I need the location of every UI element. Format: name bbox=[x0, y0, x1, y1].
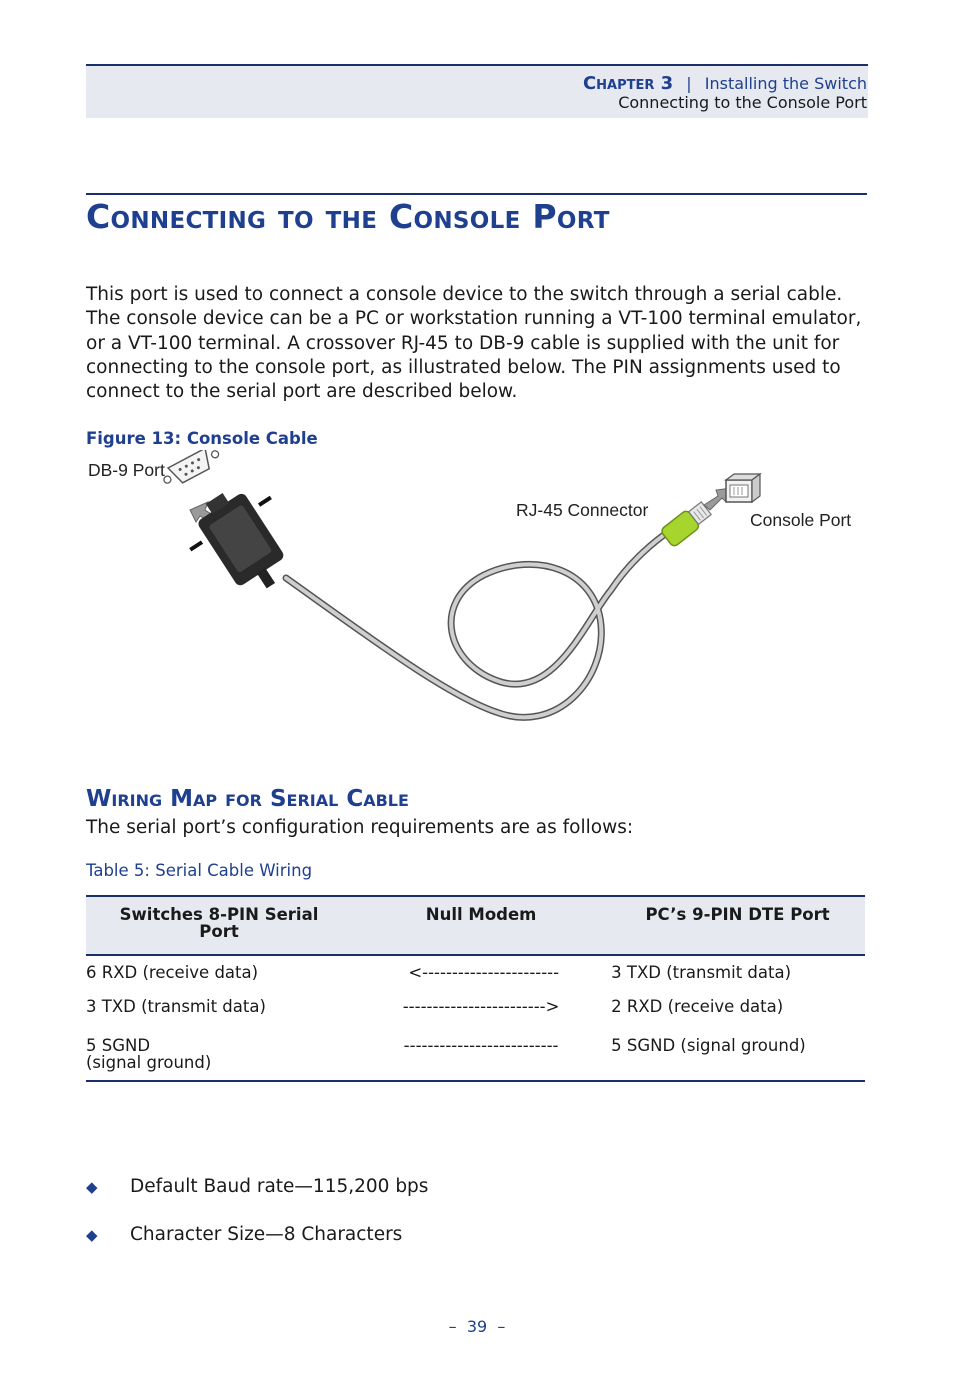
table-header-row bbox=[86, 896, 865, 955]
cell-switch: 5 SGND (signal ground) bbox=[86, 1036, 212, 1072]
header-switch: Switches 8-PIN Serial Port bbox=[86, 896, 352, 955]
cell-switch: 3 TXD (transmit data) bbox=[86, 997, 266, 1016]
intro-paragraph: This port is used to connect a console device to the switch through a serial cable. The console device can be a PC or workstation running a VT-100 terminal emulator, or a VT-100 terminal. A crossover RJ-45 to DB-9 cable is supplied with the unit for connecting to the console port, as illustrated below. The PIN assignments used to connect to the serial port are described below. bbox=[86, 284, 862, 403]
running-header-section: Connecting to the Console Port bbox=[618, 93, 867, 112]
header-null-modem: Null Modem bbox=[352, 896, 610, 955]
figure-caption: Figure 13: Console Cable bbox=[86, 429, 318, 448]
table-row bbox=[86, 1032, 865, 1081]
cell-pc: 5 SGND (signal ground) bbox=[611, 1036, 806, 1055]
title-rule bbox=[86, 193, 867, 195]
section-text: The serial port’s configuration requirements are as follows: bbox=[86, 817, 634, 838]
db9-port-icon bbox=[160, 450, 223, 490]
cell-switch: 6 RXD (receive data) bbox=[86, 963, 259, 982]
table-row bbox=[86, 955, 865, 994]
db9-connector bbox=[174, 472, 311, 612]
cell-pc: 3 TXD (transmit data) bbox=[611, 963, 792, 982]
diamond-bullet-icon: ◆ bbox=[86, 1178, 98, 1196]
console-cable-illustration bbox=[86, 450, 868, 740]
serial-wiring-table bbox=[86, 895, 865, 1082]
label-rj45-connector: RJ-45 Connector bbox=[516, 500, 649, 520]
console-port-icon bbox=[726, 474, 760, 502]
console-cable-figure bbox=[86, 450, 868, 740]
header-separator: | bbox=[686, 74, 692, 93]
cell-pc: 2 RXD (receive data) bbox=[611, 997, 784, 1016]
section-title: Wiring Map for Serial Cable bbox=[86, 786, 409, 812]
running-header-chapter bbox=[583, 73, 867, 94]
page-title: Connecting to the Console Port bbox=[86, 197, 610, 236]
cable-path bbox=[286, 530, 671, 717]
chapter-title: Installing the Switch bbox=[704, 74, 867, 93]
label-db9-port: DB-9 Port bbox=[88, 460, 165, 480]
chapter-label: Chapter 3 bbox=[582, 73, 674, 94]
diamond-bullet-icon: ◆ bbox=[86, 1226, 98, 1244]
page-number: – 39 – bbox=[448, 1317, 506, 1336]
label-console-port: Console Port bbox=[750, 510, 852, 530]
cell-modem: <----------------------- bbox=[403, 963, 560, 982]
header-pc: PC’s 9-PIN DTE Port bbox=[610, 896, 865, 955]
cell-modem: ------------------------> bbox=[402, 997, 560, 1016]
rj45-connector bbox=[660, 500, 713, 548]
table-row bbox=[86, 994, 865, 1032]
table-caption: Table 5: Serial Cable Wiring bbox=[86, 861, 313, 880]
cell-modem: -------------------------- bbox=[403, 1036, 559, 1055]
